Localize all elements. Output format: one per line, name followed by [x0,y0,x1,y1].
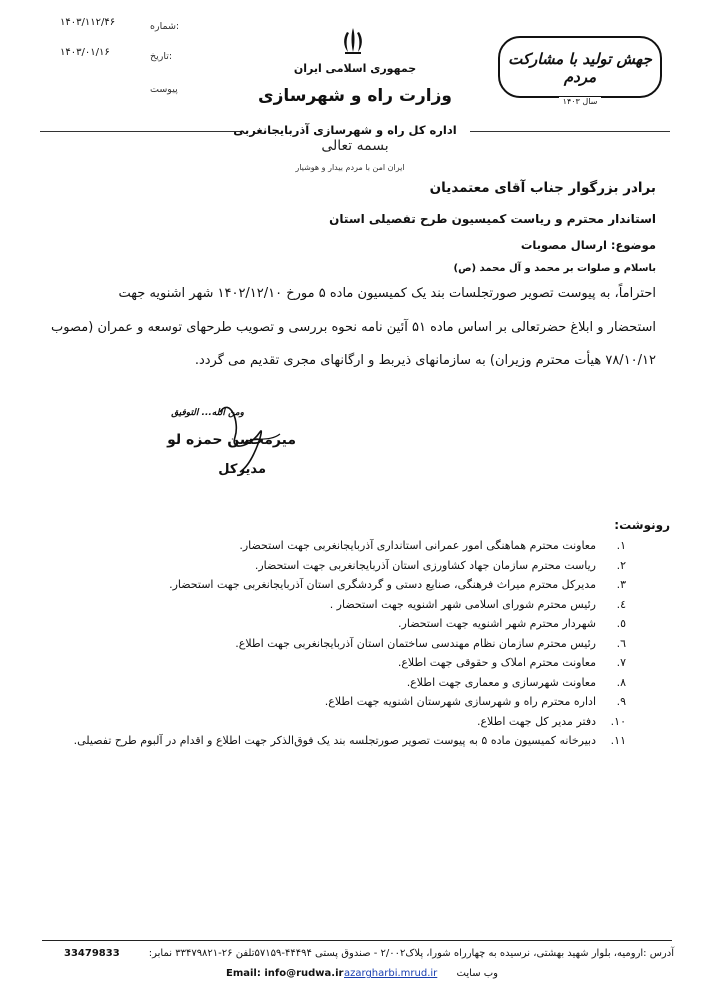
republic-title: جمهوری اسلامی ایران [293,62,417,75]
besmellah: بسمه تعالی [321,138,389,154]
list-item: ۳.مدیرکل محترم میراث فرهنگی، صنایع دستی و گردشگری استان آذربایجانغربی جهت استحضار. [169,578,626,591]
footer-address: آدرس :ارومیه، بلوار شهید بهشتی، نرسیده به چهارراه شورا، پلاک۲/۰۰۲ - صندوق پستی ۴۴۴۹۴-۵۷۱۵۹تلفن ۲۶-۳۳۴۷۹۸۲۱ نمابر: [148,948,674,959]
body-line-1: احتراماً، به پیوست تصویر صورتجلسات بند یک کمیسیون ماده ۵ مورخ ۱۴۰۲/۱۲/۱۰ شهر اشنویه جهت [118,286,656,301]
subject: موضوع: ارسال مصوبات [520,238,656,252]
signature-closing: ومن الله... التوفیق [171,408,244,418]
logo-text: جهش تولید با مشارکت مردم [508,50,652,86]
list-item: ۷.معاونت محترم املاک و حقوقی جهت اطلاع. [397,656,626,669]
footer-fax: 33479833 [64,948,120,959]
cc-title: رونوشت: [614,518,670,532]
recipient-line-2: استاندار محترم و ریاست کمیسیون طرح تفصیلی استان [329,212,656,226]
number-label: شماره: [150,21,180,32]
list-item: ٤.رئیس محترم شورای اسلامی شهر اشنویه جهت استحضار . [329,597,626,611]
list-item: ۲.ریاست محترم سازمان جهاد کشاورزی استان آذربایجانغربی جهت استحضار. [254,558,626,572]
website-link[interactable]: azargharbi.mrud.ir [344,968,438,979]
cc-list [26,539,626,754]
list-item: ۱۰.دفتر مدیر کل جهت اطلاع. [476,714,626,728]
salutation: باسلام و صلوات بر محمد و آل محمد (ص) [453,263,656,274]
slogan: ایران امن با مردم بیدار و هوشیار [295,163,405,172]
list-item: ۸.معاونت شهرسازی و معماری جهت اطلاع. [406,675,626,689]
body-line-2: استحضار و ابلاغ حضرتعالی بر اساس ماده ۵۱ آئین نامه نحوه بررسی و تصویب طرحهای توسعه و عمران (مصوب [51,320,656,335]
footer-email[interactable]: Email: info@rudwa.ir [226,968,344,979]
logo-year: سال ۱۴۰۳ [500,97,660,106]
list-item: ۱۱.دبیرخانه کمیسیون ماده ۵ به پیوست تصویر صورتجلسه بند یک فوق‌الذکر جهت اطلاع و اقدام در آلبوم طرح تفصیلی. [73,734,626,747]
iran-emblem-icon [340,26,366,56]
signatory-name: میرمحسن حمزه لو [167,432,296,448]
attachment-label: پیوست [150,84,178,95]
list-item: ۹.اداره محترم راه و شهرسازی شهرستان اشنویه جهت اطلاع. [324,695,626,708]
date-label: تاریخ: [150,51,173,62]
header-divider-right [470,131,670,132]
province-office-title: اداره کل راه و شهرسازی آذربایجانغربی [233,123,457,137]
production-leap-logo [498,36,662,106]
recipient-line-1: برادر بزرگوار جناب آقای معتمدیان [429,180,656,196]
signatory-title: مدیرکل [218,462,266,477]
letter-date: ۱۴۰۳/۰۱/۱۶ [60,47,110,58]
list-item: ٦.رئیس محترم سازمان نظام مهندسی ساختمان استان آذربایجانغربی جهت اطلاع. [235,636,626,650]
ministry-title: وزارت راه و شهرسازی [257,86,452,106]
list-item: ۱.معاونت محترم هماهنگی امور عمرانی استانداری آذربایجانغربی جهت استحضار. [239,539,626,552]
letter-number: ۱۴۰۳/۱۱۲/۴۶ [60,17,116,28]
website-label: وب سایت [456,968,498,979]
footer-divider [42,940,672,941]
body-line-3: ۷۸/۱۰/۱۲ هیأت محترم وزیران) به سازمانهای ذیربط و ارگانهای مجری تقدیم می گردد. [194,353,656,368]
list-item: ٥.شهردار محترم شهر اشنویه جهت استحضار. [398,617,626,630]
